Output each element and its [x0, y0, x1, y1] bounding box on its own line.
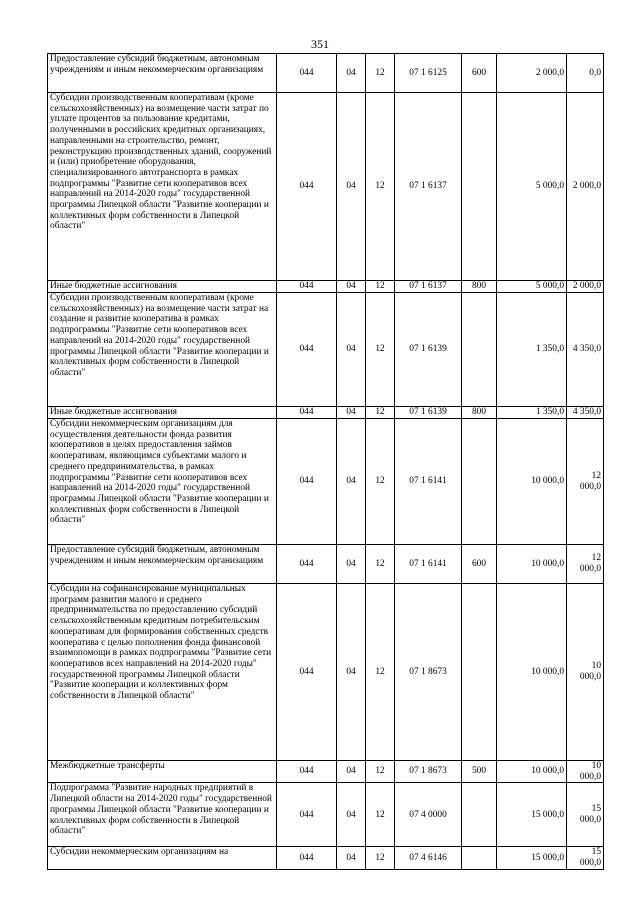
- table-row: [48, 54, 604, 93]
- row-description: Субсидии некоммерческим организациям на: [48, 847, 277, 869]
- ministry-code-cell: 044: [277, 783, 337, 847]
- table-row: [48, 293, 604, 407]
- subsection-code-cell: 12: [366, 761, 395, 783]
- subsection-code-cell: 12: [366, 545, 395, 584]
- amount-year1-cell: 5 000,0: [497, 93, 567, 281]
- expense-type-cell: [462, 783, 497, 847]
- expense-type-cell: 600: [462, 54, 497, 93]
- expense-type-cell: 800: [462, 407, 497, 419]
- amount-year2-cell: 15 000,0: [567, 783, 604, 847]
- target-article-cell: 07 1 6139: [395, 407, 462, 419]
- amount-year2-cell: 10 000,0: [567, 761, 604, 783]
- expense-type-cell: [462, 584, 497, 761]
- subsection-code-cell: 12: [366, 847, 395, 869]
- row-description: Иные бюджетные ассигнования: [48, 281, 277, 293]
- expense-type-cell: 500: [462, 761, 497, 783]
- row-description: Субсидии производственным кооперативам (кроме сельскохозяйственных) на возмещение части затрат по уплате процентов за пользование кредитами, полученными в российских кредитных организациях, направленными на строительство, ремонт, реконструкцию производственных зданий, сооружений и (или) приобретение оборудования, специализированного автотранспорта в рамках подпрограммы "Развитие сети кооперативов всех направлений на 2014-2020 годы" государственной программы Липецкой области "Развитие кооперации и коллективных форм собственности в Липецкой области": [48, 93, 277, 281]
- row-description: Межбюджетные трансферты: [48, 761, 277, 783]
- target-article-cell: 07 1 6137: [395, 281, 462, 293]
- ministry-code-cell: 044: [277, 584, 337, 761]
- subsection-code-cell: 12: [366, 407, 395, 419]
- amount-year2-cell: 0,0: [567, 54, 604, 93]
- ministry-code-cell: 044: [277, 93, 337, 281]
- target-article-cell: 07 1 6139: [395, 293, 462, 407]
- section-code-cell: 04: [337, 281, 366, 293]
- section-code-cell: 04: [337, 584, 366, 761]
- row-description: Субсидии производственным кооперативам (кроме сельскохозяйственных) на возмещение части затрат на создание и развитие кооператива в рамках подпрограммы "Развитие сети кооперативов всех направлений на 2014-2020 годы" государственной программы Липецкой области "Развитие кооперации и коллективных форм собственности в Липецкой области": [48, 293, 277, 407]
- target-article-cell: 07 1 6141: [395, 545, 462, 584]
- table-row: [48, 761, 604, 783]
- amount-year1-cell: 1 350,0: [497, 407, 567, 419]
- amount-year2-cell: 2 000,0: [567, 281, 604, 293]
- section-code-cell: 04: [337, 761, 366, 783]
- row-description: Предоставление субсидий бюджетным, автономным учреждениям и иным некоммерческим организациям: [48, 54, 277, 93]
- table-row: [48, 93, 604, 281]
- subsection-code-cell: 12: [366, 419, 395, 545]
- table-row: [48, 847, 604, 869]
- amount-year1-cell: 10 000,0: [497, 419, 567, 545]
- target-article-cell: 07 4 6146: [395, 847, 462, 869]
- ministry-code-cell: 044: [277, 545, 337, 584]
- target-article-cell: 07 1 6141: [395, 419, 462, 545]
- ministry-code-cell: 044: [277, 293, 337, 407]
- subsection-code-cell: 12: [366, 281, 395, 293]
- page-number: 351: [311, 37, 329, 51]
- amount-year1-cell: 15 000,0: [497, 783, 567, 847]
- expense-type-cell: [462, 847, 497, 869]
- ministry-code-cell: 044: [277, 419, 337, 545]
- table-row: [48, 783, 604, 847]
- table-row: [48, 407, 604, 419]
- section-code-cell: 04: [337, 419, 366, 545]
- ministry-code-cell: 044: [277, 281, 337, 293]
- amount-year2-cell: 12 000,0: [567, 545, 604, 584]
- subsection-code-cell: 12: [366, 293, 395, 407]
- subsection-code-cell: 12: [366, 93, 395, 281]
- budget-table: [47, 53, 604, 870]
- expense-type-cell: 600: [462, 545, 497, 584]
- ministry-code-cell: 044: [277, 847, 337, 869]
- amount-year2-cell: 4 350,0: [567, 407, 604, 419]
- subsection-code-cell: 12: [366, 783, 395, 847]
- table-row: [48, 281, 604, 293]
- section-code-cell: 04: [337, 93, 366, 281]
- expense-type-cell: [462, 93, 497, 281]
- row-description: Иные бюджетные ассигнования: [48, 407, 277, 419]
- ministry-code-cell: 044: [277, 407, 337, 419]
- subsection-code-cell: 12: [366, 54, 395, 93]
- amount-year1-cell: 10 000,0: [497, 584, 567, 761]
- table-row: [48, 545, 604, 584]
- section-code-cell: 04: [337, 783, 366, 847]
- target-article-cell: 07 1 6137: [395, 93, 462, 281]
- expense-type-cell: 800: [462, 281, 497, 293]
- expense-type-cell: [462, 419, 497, 545]
- row-description: Подпрограмма "Развитие народных предприятий в Липецкой области на 2014-2020 годы" государственной программы Липецкой области "Развитие кооперации и коллективных форм собственности в Липецкой области": [48, 783, 277, 847]
- expense-type-cell: [462, 293, 497, 407]
- row-description: Субсидии на софинансирование муниципальных программ развития малого и среднего предпринимательства по предоставлению субсидий сельскохозяйственным кредитным потребительским кооперативам для формирования собственных средств кооператива с целью пополнения фонда финансовой взаимопомощи в рамках подпрограммы "Развитие сети кооперативов всех направлений на 2014-2020 годы" государственной программы Липецкой области "Развитие кооперации и коллективных форм собственности в Липецкой области": [48, 584, 277, 761]
- amount-year1-cell: 5 000,0: [497, 281, 567, 293]
- amount-year1-cell: 2 000,0: [497, 54, 567, 93]
- amount-year2-cell: 10 000,0: [567, 584, 604, 761]
- table-row: [48, 419, 604, 545]
- row-description: Субсидии некоммерческим организациям для осуществления деятельности фонда развития кооперативов в целях предоставления займов кооперативам, являющимся субъектами малого и среднего предпринимательства, в рамках подпрограммы "Развитие сети кооперативов всех направлений на 2014-2020 годы" государственной программы Липецкой области "Развитие кооперации и коллективных форм собственности в Липецкой области": [48, 419, 277, 545]
- amount-year1-cell: 10 000,0: [497, 761, 567, 783]
- section-code-cell: 04: [337, 407, 366, 419]
- amount-year1-cell: 10 000,0: [497, 545, 567, 584]
- amount-year2-cell: 4 350,0: [567, 293, 604, 407]
- subsection-code-cell: 12: [366, 584, 395, 761]
- section-code-cell: 04: [337, 293, 366, 407]
- section-code-cell: 04: [337, 54, 366, 93]
- target-article-cell: 07 1 8673: [395, 584, 462, 761]
- amount-year2-cell: 12 000,0: [567, 419, 604, 545]
- section-code-cell: 04: [337, 545, 366, 584]
- amount-year1-cell: 1 350,0: [497, 293, 567, 407]
- target-article-cell: 07 1 6125: [395, 54, 462, 93]
- section-code-cell: 04: [337, 847, 366, 869]
- target-article-cell: 07 4 0000: [395, 783, 462, 847]
- amount-year2-cell: 2 000,0: [567, 93, 604, 281]
- target-article-cell: 07 1 8673: [395, 761, 462, 783]
- table-row: [48, 584, 604, 761]
- ministry-code-cell: 044: [277, 761, 337, 783]
- row-description: Предоставление субсидий бюджетным, автономным учреждениям и иным некоммерческим организациям: [48, 545, 277, 584]
- ministry-code-cell: 044: [277, 54, 337, 93]
- amount-year1-cell: 15 000,0: [497, 847, 567, 869]
- amount-year2-cell: 15 000,0: [567, 847, 604, 869]
